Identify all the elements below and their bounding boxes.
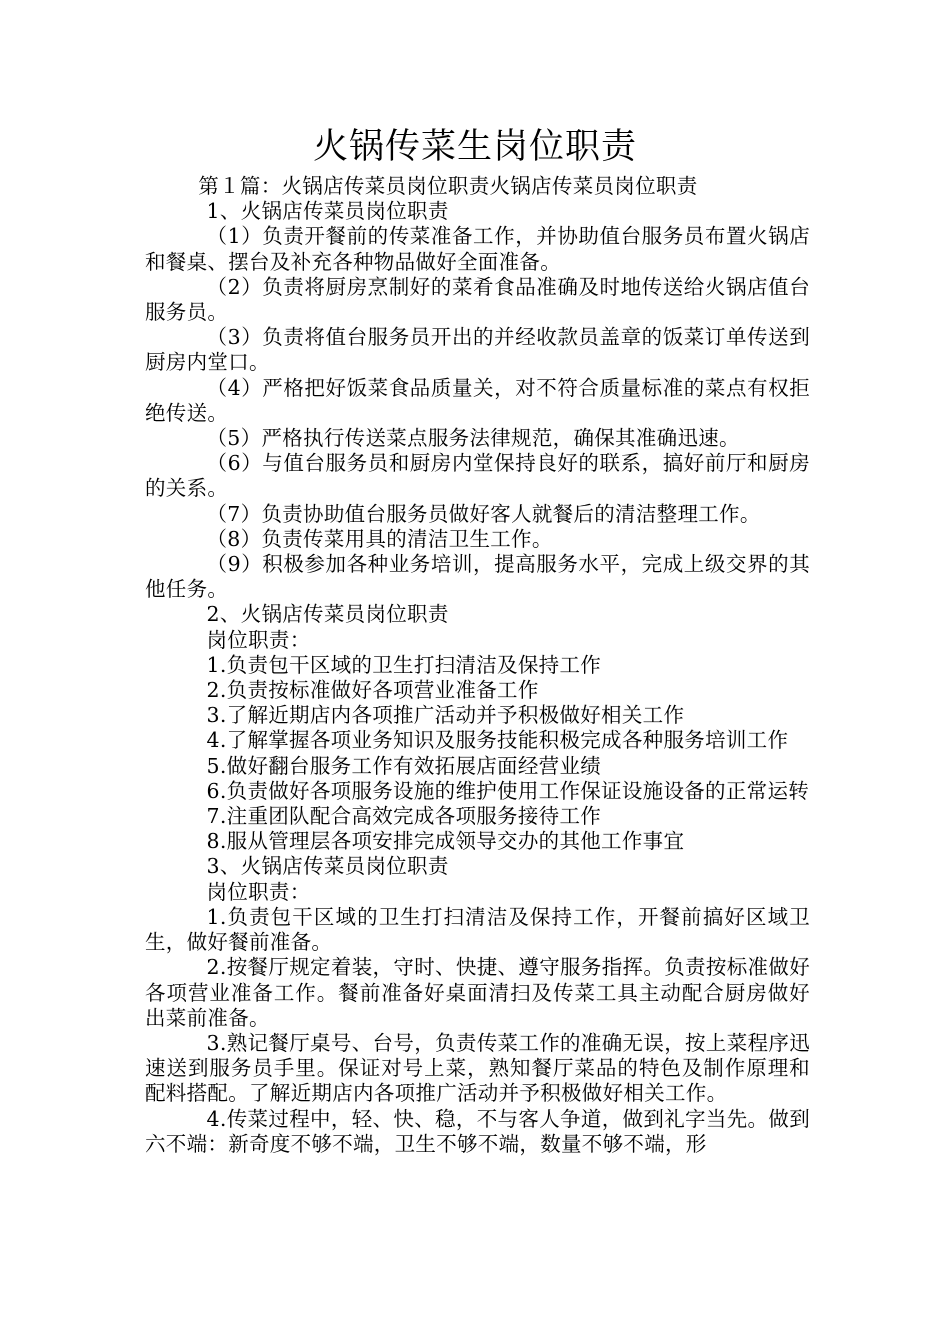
document-title: 火锅传菜生岗位职责 [312, 127, 637, 167]
document-body [145, 174, 810, 1157]
list-item: 6.负责做好各项服务设施的维护使用工作保证设施设备的正常运转 [206, 778, 810, 803]
list-item: 8.服从管理层各项安排完成领导交办的其他工作事宜 [206, 829, 685, 854]
paragraph: （3）负责将值台服务员开出的并经收款员盖章的饭菜订单传送到厨房内堂口。 [145, 325, 810, 375]
list-item: 3.了解近期店内各项推广活动并予积极做好相关工作 [206, 703, 685, 728]
list-item: 5.做好翻台服务工作有效拓展店面经营业绩 [206, 753, 602, 778]
paragraph: （5）严格执行传送菜点服务法律规范，确保其准确迅速。 [206, 426, 740, 451]
paragraph: （8）负责传菜用具的清洁卫生工作。 [206, 526, 553, 551]
paragraph: （6）与值台服务员和厨房内堂保持良好的联系，搞好前厅和厨房的关系。 [145, 451, 810, 501]
list-item: 7.注重团队配合高效完成各项服务接待工作 [206, 804, 602, 829]
list-item: 1.负责包干区域的卫生打扫清洁及保持工作，开餐前搞好区域卫生，做好餐前准备。 [145, 904, 810, 955]
section-heading-3: 3、火锅店传菜员岗位职责 [206, 854, 449, 879]
paragraph: （9）积极参加各种业务培训，提高服务水平，完成上级交界的其他任务。 [145, 552, 810, 602]
subheading: 岗位职责： [206, 627, 311, 652]
list-item: 3.熟记餐厅桌号、台号，负责传菜工作的准确无误，按上菜程序迅速送到服务员手里。保证对号上菜，熟知餐厅菜品的特色及制作原理和配料搭配。了解近期店内各项推广活动并予积极做好相关工作。 [145, 1030, 810, 1106]
list-item: 1.负责包干区域的卫生打扫清洁及保持工作 [206, 652, 602, 677]
section-heading-2: 2、火锅店传菜员岗位职责 [206, 602, 449, 627]
subheading: 岗位职责： [206, 879, 311, 904]
list-item: 4.传菜过程中，轻、快、稳，不与客人争道，做到礼字当先。做到六不端：新奇度不够不端，卫生不够不端，数量不够不端，形 [145, 1106, 810, 1156]
article-heading: 第１篇：火锅店传菜员岗位职责火锅店传菜员岗位职责 [198, 174, 698, 198]
paragraph: （7）负责协助值台服务员做好客人就餐后的清洁整理工作。 [206, 501, 761, 526]
paragraph: （1）负责开餐前的传菜准备工作，并协助值台服务员布置火锅店和餐桌、摆台及补充各种物品做好全面准备。 [145, 224, 810, 274]
list-item: 4.了解掌握各项业务知识及服务技能积极完成各种服务培训工作 [206, 728, 789, 753]
paragraph: （4）严格把好饭菜食品质量关，对不符合质量标准的菜点有权拒绝传送。 [145, 375, 810, 425]
paragraph: （2）负责将厨房烹制好的菜肴食品准确及时地传送给火锅店值台服务员。 [145, 274, 810, 325]
section-heading-1: 1、火锅店传菜员岗位职责 [206, 199, 449, 224]
list-item: 2.按餐厅规定着装，守时、快捷、遵守服务指挥。负责按标准做好各项营业准备工作。餐前准备好桌面清扫及传菜工具主动配合厨房做好出菜前准备。 [145, 955, 810, 1030]
list-item: 2.负责按标准做好各项营业准备工作 [206, 678, 539, 703]
